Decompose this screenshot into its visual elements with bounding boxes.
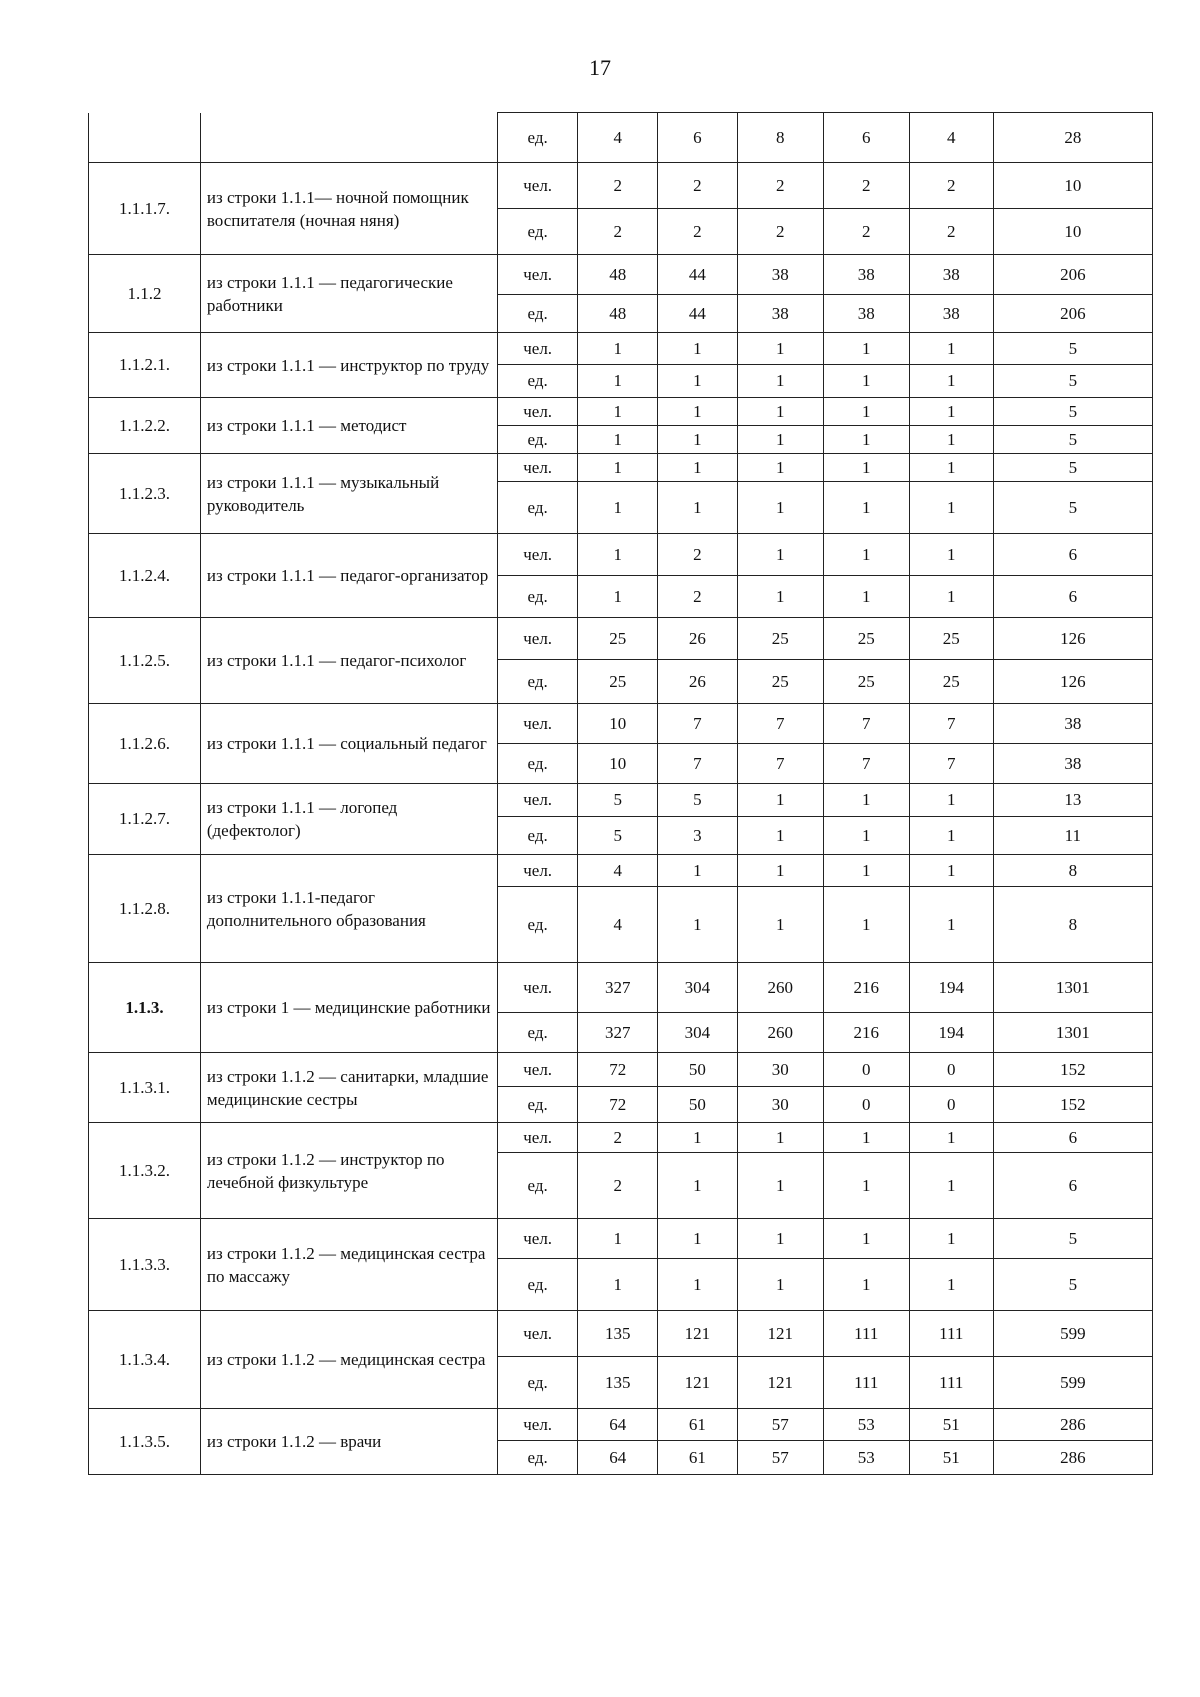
value-cell: 1 — [737, 398, 823, 426]
table-row — [89, 1123, 1153, 1153]
total-cell: 8 — [993, 887, 1152, 963]
value-cell: 1 — [578, 1259, 658, 1311]
row-code: 1.1.2.1. — [89, 333, 201, 398]
table-row — [89, 1053, 1153, 1087]
value-cell: 111 — [823, 1357, 909, 1409]
value-cell: 51 — [909, 1409, 993, 1441]
value-cell: 25 — [823, 618, 909, 660]
value-cell: 3 — [658, 817, 738, 855]
value-cell: 10 — [578, 704, 658, 744]
value-cell: 1 — [823, 482, 909, 534]
value-cell: 2 — [658, 576, 738, 618]
value-cell: 1 — [909, 426, 993, 454]
total-cell: 599 — [993, 1311, 1152, 1357]
table-row — [89, 534, 1153, 576]
unit-cell: чел. — [497, 618, 578, 660]
value-cell: 26 — [658, 660, 738, 704]
value-cell: 111 — [823, 1311, 909, 1357]
unit-cell: чел. — [497, 1311, 578, 1357]
total-cell: 126 — [993, 660, 1152, 704]
value-cell: 7 — [909, 744, 993, 784]
value-cell: 1 — [658, 426, 738, 454]
page-number: 17 — [589, 55, 611, 80]
unit-cell: ед. — [497, 576, 578, 618]
value-cell: 8 — [737, 113, 823, 163]
value-cell: 4 — [578, 887, 658, 963]
row-code: 1.1.2.5. — [89, 618, 201, 704]
value-cell: 121 — [658, 1357, 738, 1409]
total-cell: 5 — [993, 426, 1152, 454]
table-row — [89, 398, 1153, 426]
value-cell: 1 — [909, 534, 993, 576]
value-cell: 1 — [737, 534, 823, 576]
unit-cell: чел. — [497, 963, 578, 1013]
value-cell: 1 — [823, 855, 909, 887]
value-cell: 38 — [737, 255, 823, 295]
value-cell: 7 — [823, 744, 909, 784]
value-cell: 72 — [578, 1087, 658, 1123]
value-cell: 1 — [737, 887, 823, 963]
value-cell: 26 — [658, 618, 738, 660]
value-cell: 194 — [909, 963, 993, 1013]
value-cell: 135 — [578, 1311, 658, 1357]
value-cell: 61 — [658, 1409, 738, 1441]
value-cell: 1 — [823, 426, 909, 454]
value-cell: 1 — [658, 482, 738, 534]
row-description — [200, 113, 497, 163]
unit-cell: ед. — [497, 1357, 578, 1409]
total-cell: 152 — [993, 1053, 1152, 1087]
value-cell: 1 — [823, 817, 909, 855]
unit-cell: чел. — [497, 784, 578, 817]
value-cell: 6 — [823, 113, 909, 163]
total-cell: 152 — [993, 1087, 1152, 1123]
value-cell: 7 — [737, 704, 823, 744]
total-cell: 5 — [993, 482, 1152, 534]
row-code: 1.1.3.4. — [89, 1311, 201, 1409]
value-cell: 64 — [578, 1409, 658, 1441]
value-cell: 2 — [578, 163, 658, 209]
value-cell: 1 — [578, 1219, 658, 1259]
value-cell: 1 — [909, 887, 993, 963]
value-cell: 48 — [578, 295, 658, 333]
value-cell: 7 — [909, 704, 993, 744]
value-cell: 2 — [658, 534, 738, 576]
value-cell: 1 — [737, 576, 823, 618]
unit-cell: ед. — [497, 887, 578, 963]
value-cell: 2 — [578, 1123, 658, 1153]
row-code: 1.1.2.3. — [89, 454, 201, 534]
value-cell: 1 — [909, 1259, 993, 1311]
value-cell: 1 — [658, 365, 738, 398]
value-cell: 260 — [737, 963, 823, 1013]
row-description: из строки 1.1.1 — педагогические работники — [200, 255, 497, 333]
value-cell: 304 — [658, 963, 738, 1013]
value-cell: 1 — [737, 855, 823, 887]
table-row — [89, 704, 1153, 744]
unit-cell: чел. — [497, 398, 578, 426]
total-cell: 5 — [993, 1219, 1152, 1259]
total-cell: 5 — [993, 1259, 1152, 1311]
unit-cell: чел. — [497, 255, 578, 295]
value-cell: 1 — [578, 454, 658, 482]
row-description: из строки 1.1.1 — педагог-организатор — [200, 534, 497, 618]
row-description: из строки 1.1.1 — инструктор по труду — [200, 333, 497, 398]
value-cell: 57 — [737, 1441, 823, 1475]
value-cell: 1 — [737, 426, 823, 454]
row-description: из строки 1.1.1 — методист — [200, 398, 497, 454]
value-cell: 57 — [737, 1409, 823, 1441]
value-cell: 1 — [909, 365, 993, 398]
row-code: 1.1.1.7. — [89, 163, 201, 255]
total-cell: 5 — [993, 365, 1152, 398]
total-cell: 286 — [993, 1409, 1152, 1441]
value-cell: 1 — [909, 784, 993, 817]
value-cell: 1 — [658, 1123, 738, 1153]
unit-cell: чел. — [497, 1219, 578, 1259]
value-cell: 216 — [823, 963, 909, 1013]
value-cell: 194 — [909, 1013, 993, 1053]
value-cell: 1 — [823, 1123, 909, 1153]
row-description: из строки 1.1.1 — педагог-психолог — [200, 618, 497, 704]
value-cell: 25 — [737, 660, 823, 704]
total-cell: 206 — [993, 255, 1152, 295]
unit-cell: ед. — [497, 113, 578, 163]
row-description: из строки 1.1.2 — санитарки, младшие медицинские сестры — [200, 1053, 497, 1123]
row-description: из строки 1.1.1 — социальный педагог — [200, 704, 497, 784]
value-cell: 4 — [578, 855, 658, 887]
value-cell: 1 — [823, 784, 909, 817]
row-description: из строки 1 — медицинские работники — [200, 963, 497, 1053]
value-cell: 0 — [909, 1087, 993, 1123]
value-cell: 50 — [658, 1087, 738, 1123]
row-description: из строки 1.1.1 — музыкальный руководитель — [200, 454, 497, 534]
value-cell: 5 — [658, 784, 738, 817]
value-cell: 1 — [578, 398, 658, 426]
value-cell: 1 — [578, 576, 658, 618]
value-cell: 1 — [658, 333, 738, 365]
row-description: из строки 1.1.2 — медицинская сестра — [200, 1311, 497, 1409]
table-row — [89, 1409, 1153, 1441]
unit-cell: ед. — [497, 660, 578, 704]
value-cell: 1 — [823, 1153, 909, 1219]
value-cell: 2 — [658, 209, 738, 255]
value-cell: 1 — [737, 1123, 823, 1153]
value-cell: 135 — [578, 1357, 658, 1409]
value-cell: 1 — [578, 482, 658, 534]
value-cell: 1 — [909, 1153, 993, 1219]
value-cell: 2 — [737, 209, 823, 255]
value-cell: 1 — [737, 1153, 823, 1219]
value-cell: 25 — [909, 660, 993, 704]
value-cell: 0 — [823, 1087, 909, 1123]
value-cell: 38 — [823, 295, 909, 333]
value-cell: 1 — [737, 1219, 823, 1259]
value-cell: 1 — [737, 365, 823, 398]
value-cell: 1 — [823, 1219, 909, 1259]
total-cell: 10 — [993, 163, 1152, 209]
table-row — [89, 963, 1153, 1013]
value-cell: 53 — [823, 1441, 909, 1475]
value-cell: 4 — [578, 113, 658, 163]
value-cell: 7 — [737, 744, 823, 784]
total-cell: 6 — [993, 534, 1152, 576]
value-cell: 1 — [909, 482, 993, 534]
value-cell: 51 — [909, 1441, 993, 1475]
value-cell: 1 — [909, 576, 993, 618]
unit-cell: ед. — [497, 426, 578, 454]
total-cell: 286 — [993, 1441, 1152, 1475]
value-cell: 7 — [658, 704, 738, 744]
unit-cell: ед. — [497, 744, 578, 784]
value-cell: 44 — [658, 255, 738, 295]
value-cell: 25 — [823, 660, 909, 704]
value-cell: 5 — [578, 817, 658, 855]
value-cell: 1 — [578, 426, 658, 454]
value-cell: 38 — [909, 295, 993, 333]
value-cell: 64 — [578, 1441, 658, 1475]
row-code: 1.1.2.7. — [89, 784, 201, 855]
value-cell: 72 — [578, 1053, 658, 1087]
table-row — [89, 454, 1153, 482]
value-cell: 1 — [578, 333, 658, 365]
total-cell: 10 — [993, 209, 1152, 255]
total-cell: 5 — [993, 333, 1152, 365]
value-cell: 50 — [658, 1053, 738, 1087]
unit-cell: чел. — [497, 704, 578, 744]
total-cell: 1301 — [993, 963, 1152, 1013]
row-code: 1.1.2.6. — [89, 704, 201, 784]
value-cell: 1 — [909, 855, 993, 887]
unit-cell: ед. — [497, 1441, 578, 1475]
value-cell: 121 — [658, 1311, 738, 1357]
value-cell: 1 — [823, 887, 909, 963]
value-cell: 38 — [909, 255, 993, 295]
unit-cell: чел. — [497, 454, 578, 482]
value-cell: 1 — [823, 454, 909, 482]
value-cell: 111 — [909, 1311, 993, 1357]
total-cell: 126 — [993, 618, 1152, 660]
total-cell: 1301 — [993, 1013, 1152, 1053]
unit-cell: чел. — [497, 1123, 578, 1153]
value-cell: 48 — [578, 255, 658, 295]
value-cell: 1 — [823, 365, 909, 398]
total-cell: 6 — [993, 576, 1152, 618]
value-cell: 1 — [823, 576, 909, 618]
value-cell: 25 — [737, 618, 823, 660]
value-cell: 1 — [658, 1259, 738, 1311]
unit-cell: ед. — [497, 209, 578, 255]
row-description: из строки 1.1.1— ночной помощник воспитателя (ночная няня) — [200, 163, 497, 255]
row-code: 1.1.3.3. — [89, 1219, 201, 1311]
total-cell: 28 — [993, 113, 1152, 163]
value-cell: 1 — [737, 784, 823, 817]
value-cell: 1 — [909, 333, 993, 365]
table-row — [89, 855, 1153, 887]
total-cell: 8 — [993, 855, 1152, 887]
value-cell: 53 — [823, 1409, 909, 1441]
value-cell: 38 — [737, 295, 823, 333]
row-description: из строки 1.1.1-педагог дополнительного образования — [200, 855, 497, 963]
value-cell: 38 — [823, 255, 909, 295]
value-cell: 6 — [658, 113, 738, 163]
table-row — [89, 333, 1153, 365]
table-row — [89, 1219, 1153, 1259]
table-row — [89, 255, 1153, 295]
value-cell: 7 — [658, 744, 738, 784]
row-description: из строки 1.1.2 — инструктор по лечебной физкультуре — [200, 1123, 497, 1219]
unit-cell: ед. — [497, 817, 578, 855]
value-cell: 327 — [578, 1013, 658, 1053]
value-cell: 7 — [823, 704, 909, 744]
table-row — [89, 618, 1153, 660]
row-code: 1.1.2.8. — [89, 855, 201, 963]
total-cell: 6 — [993, 1153, 1152, 1219]
unit-cell: ед. — [497, 1153, 578, 1219]
value-cell: 0 — [909, 1053, 993, 1087]
value-cell: 61 — [658, 1441, 738, 1475]
value-cell: 216 — [823, 1013, 909, 1053]
unit-cell: чел. — [497, 163, 578, 209]
table-row — [89, 113, 1153, 163]
row-description: из строки 1.1.2 — медицинская сестра по массажу — [200, 1219, 497, 1311]
value-cell: 2 — [909, 209, 993, 255]
row-code — [89, 113, 201, 163]
table-row — [89, 784, 1153, 817]
value-cell: 4 — [909, 113, 993, 163]
total-cell: 206 — [993, 295, 1152, 333]
value-cell: 1 — [909, 1219, 993, 1259]
value-cell: 30 — [737, 1053, 823, 1087]
value-cell: 1 — [909, 454, 993, 482]
value-cell: 0 — [823, 1053, 909, 1087]
value-cell: 2 — [578, 209, 658, 255]
total-cell: 38 — [993, 704, 1152, 744]
row-code: 1.1.3.2. — [89, 1123, 201, 1219]
table-row — [89, 1311, 1153, 1357]
unit-cell: чел. — [497, 1409, 578, 1441]
value-cell: 260 — [737, 1013, 823, 1053]
value-cell: 5 — [578, 784, 658, 817]
value-cell: 111 — [909, 1357, 993, 1409]
unit-cell: чел. — [497, 333, 578, 365]
value-cell: 1 — [823, 1259, 909, 1311]
value-cell: 1 — [658, 887, 738, 963]
value-cell: 1 — [737, 817, 823, 855]
value-cell: 44 — [658, 295, 738, 333]
value-cell: 2 — [737, 163, 823, 209]
row-description: из строки 1.1.2 — врачи — [200, 1409, 497, 1475]
value-cell: 1 — [823, 534, 909, 576]
value-cell: 1 — [909, 817, 993, 855]
value-cell: 2 — [658, 163, 738, 209]
row-code: 1.1.3.5. — [89, 1409, 201, 1475]
value-cell: 1 — [737, 454, 823, 482]
value-cell: 1 — [658, 454, 738, 482]
value-cell: 1 — [909, 398, 993, 426]
unit-cell: ед. — [497, 1013, 578, 1053]
row-code: 1.1.2.4. — [89, 534, 201, 618]
value-cell: 2 — [909, 163, 993, 209]
value-cell: 121 — [737, 1357, 823, 1409]
unit-cell: чел. — [497, 534, 578, 576]
unit-cell: чел. — [497, 1053, 578, 1087]
value-cell: 2 — [823, 163, 909, 209]
value-cell: 2 — [823, 209, 909, 255]
value-cell: 25 — [909, 618, 993, 660]
value-cell: 1 — [658, 1219, 738, 1259]
value-cell: 1 — [737, 482, 823, 534]
total-cell: 6 — [993, 1123, 1152, 1153]
value-cell: 304 — [658, 1013, 738, 1053]
row-code: 1.1.3.1. — [89, 1053, 201, 1123]
total-cell: 38 — [993, 744, 1152, 784]
value-cell: 1 — [823, 333, 909, 365]
unit-cell: ед. — [497, 482, 578, 534]
value-cell: 1 — [658, 398, 738, 426]
value-cell: 1 — [658, 1153, 738, 1219]
unit-cell: ед. — [497, 1259, 578, 1311]
value-cell: 1 — [578, 365, 658, 398]
value-cell: 1 — [578, 534, 658, 576]
unit-cell: чел. — [497, 855, 578, 887]
table-row — [89, 163, 1153, 209]
value-cell: 25 — [578, 618, 658, 660]
value-cell: 10 — [578, 744, 658, 784]
value-cell: 1 — [658, 855, 738, 887]
total-cell: 13 — [993, 784, 1152, 817]
unit-cell: ед. — [497, 1087, 578, 1123]
value-cell: 1 — [823, 398, 909, 426]
unit-cell: ед. — [497, 365, 578, 398]
value-cell: 25 — [578, 660, 658, 704]
staff-table — [88, 112, 1153, 1475]
value-cell: 121 — [737, 1311, 823, 1357]
value-cell: 327 — [578, 963, 658, 1013]
value-cell: 30 — [737, 1087, 823, 1123]
total-cell: 11 — [993, 817, 1152, 855]
row-description: из строки 1.1.1 — логопед (дефектолог) — [200, 784, 497, 855]
unit-cell: ед. — [497, 295, 578, 333]
value-cell: 1 — [737, 333, 823, 365]
row-code: 1.1.2 — [89, 255, 201, 333]
value-cell: 1 — [909, 1123, 993, 1153]
value-cell: 1 — [737, 1259, 823, 1311]
total-cell: 5 — [993, 454, 1152, 482]
row-code: 1.1.2.2. — [89, 398, 201, 454]
total-cell: 599 — [993, 1357, 1152, 1409]
total-cell: 5 — [993, 398, 1152, 426]
value-cell: 2 — [578, 1153, 658, 1219]
row-code: 1.1.3. — [89, 963, 201, 1053]
